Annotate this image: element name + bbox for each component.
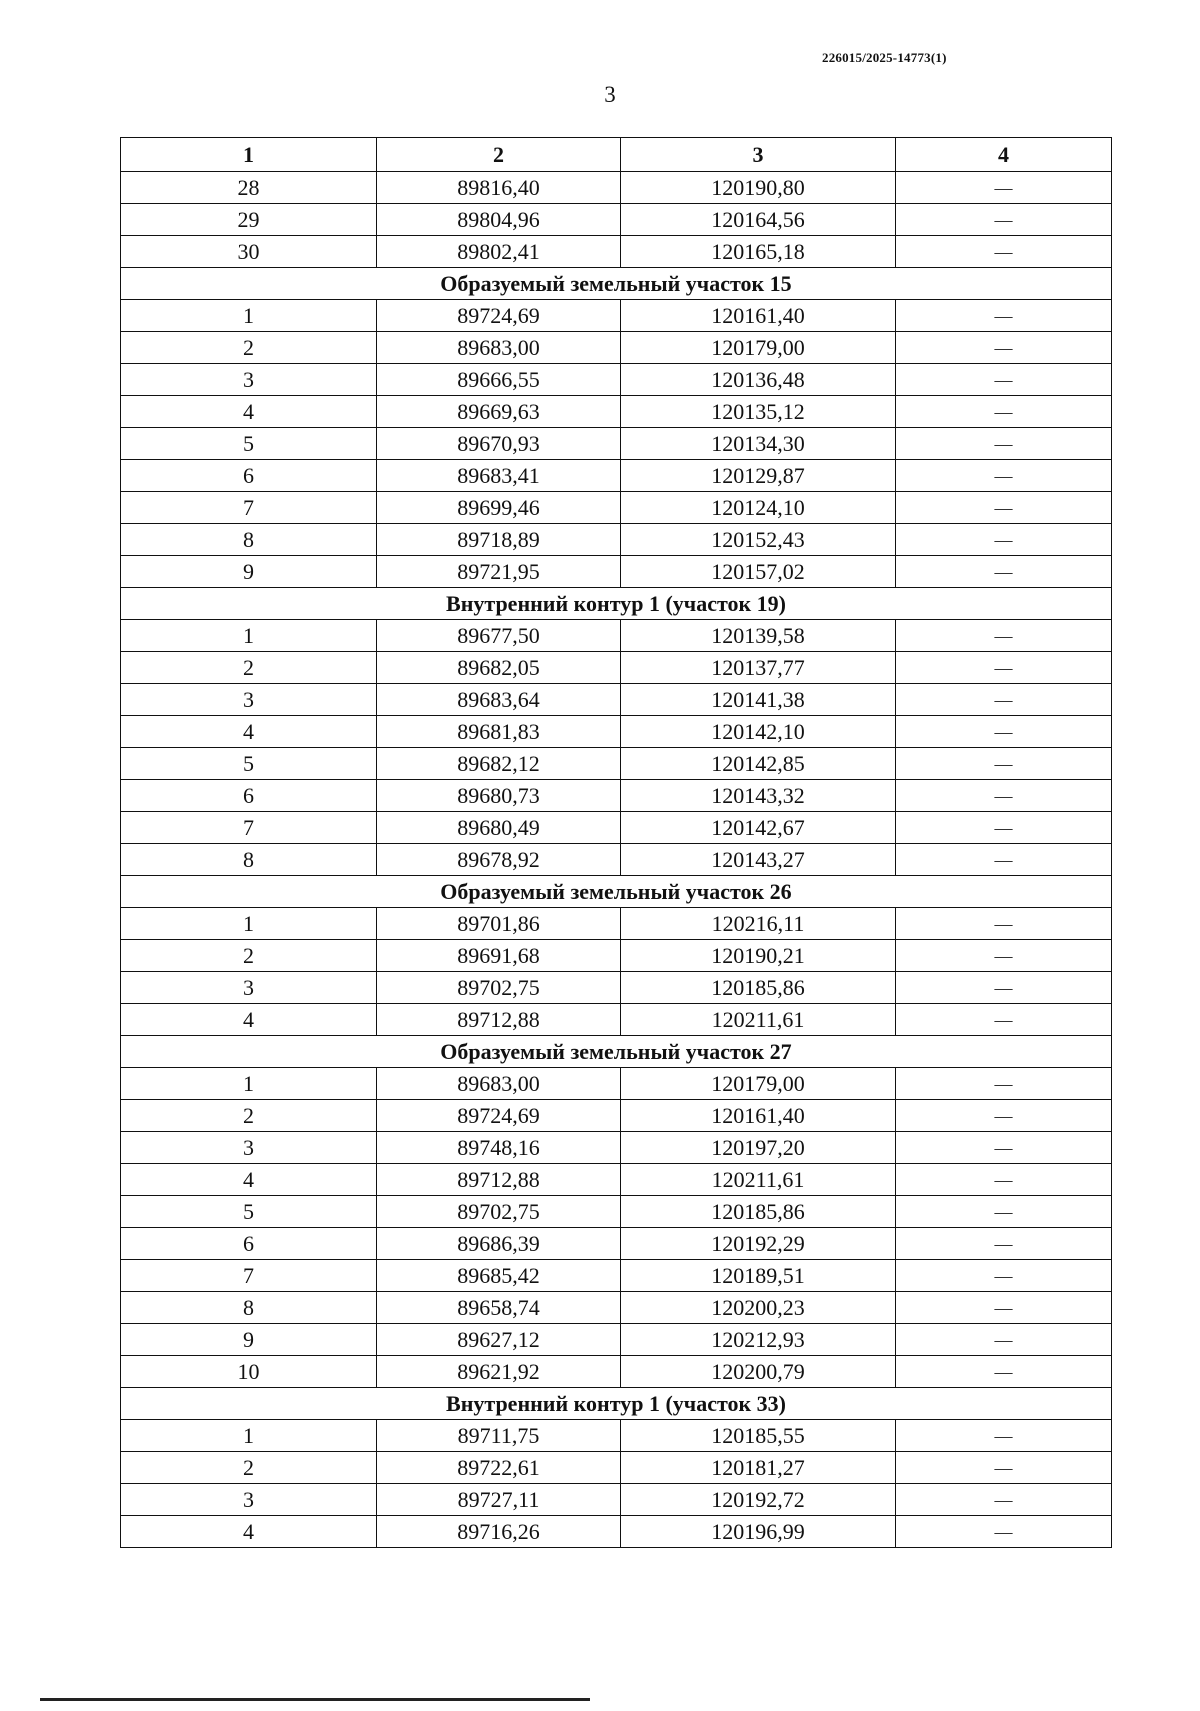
point-number-cell: 8 <box>121 524 377 556</box>
point-number-cell: 29 <box>121 204 377 236</box>
table-row <box>121 396 1112 428</box>
point-number-cell: 6 <box>121 460 377 492</box>
note-cell: — <box>896 1484 1112 1516</box>
y-coordinate-cell: 120211,61 <box>621 1164 896 1196</box>
section-title: Образуемый земельный участок 26 <box>121 876 1112 908</box>
x-coordinate-cell: 89804,96 <box>377 204 621 236</box>
point-number-cell: 4 <box>121 1004 377 1036</box>
table-row <box>121 1356 1112 1388</box>
y-coordinate-cell: 120134,30 <box>621 428 896 460</box>
y-coordinate-cell: 120165,18 <box>621 236 896 268</box>
y-coordinate-cell: 120143,27 <box>621 844 896 876</box>
note-cell: — <box>896 524 1112 556</box>
y-coordinate-cell: 120185,86 <box>621 1196 896 1228</box>
point-number-cell: 5 <box>121 1196 377 1228</box>
note-cell: — <box>896 716 1112 748</box>
table-row <box>121 940 1112 972</box>
note-cell: — <box>896 364 1112 396</box>
x-coordinate-cell: 89724,69 <box>377 300 621 332</box>
note-cell: — <box>896 780 1112 812</box>
x-coordinate-cell: 89680,73 <box>377 780 621 812</box>
table-row <box>121 748 1112 780</box>
table-row <box>121 780 1112 812</box>
x-coordinate-cell: 89627,12 <box>377 1324 621 1356</box>
point-number-cell: 3 <box>121 364 377 396</box>
table-row <box>121 620 1112 652</box>
table-row <box>121 1260 1112 1292</box>
point-number-cell: 4 <box>121 716 377 748</box>
column-header-4: 4 <box>896 138 1112 172</box>
note-cell: — <box>896 300 1112 332</box>
x-coordinate-cell: 89669,63 <box>377 396 621 428</box>
y-coordinate-cell: 120135,12 <box>621 396 896 428</box>
note-cell: — <box>896 1260 1112 1292</box>
x-coordinate-cell: 89678,92 <box>377 844 621 876</box>
y-coordinate-cell: 120181,27 <box>621 1452 896 1484</box>
table-row <box>121 716 1112 748</box>
point-number-cell: 8 <box>121 1292 377 1324</box>
note-cell: — <box>896 492 1112 524</box>
note-cell: — <box>896 1356 1112 1388</box>
table-row <box>121 972 1112 1004</box>
note-cell: — <box>896 204 1112 236</box>
x-coordinate-cell: 89680,49 <box>377 812 621 844</box>
note-cell: — <box>896 684 1112 716</box>
y-coordinate-cell: 120192,72 <box>621 1484 896 1516</box>
note-cell: — <box>896 460 1112 492</box>
note-cell: — <box>896 1324 1112 1356</box>
point-number-cell: 7 <box>121 492 377 524</box>
section-row <box>121 1388 1112 1420</box>
note-cell: — <box>896 1068 1112 1100</box>
point-number-cell: 10 <box>121 1356 377 1388</box>
x-coordinate-cell: 89685,42 <box>377 1260 621 1292</box>
y-coordinate-cell: 120185,86 <box>621 972 896 1004</box>
y-coordinate-cell: 120124,10 <box>621 492 896 524</box>
x-coordinate-cell: 89658,74 <box>377 1292 621 1324</box>
y-coordinate-cell: 120190,80 <box>621 172 896 204</box>
table-row <box>121 812 1112 844</box>
table-body <box>121 172 1112 1548</box>
table-row <box>121 1228 1112 1260</box>
point-number-cell: 1 <box>121 1420 377 1452</box>
note-cell: — <box>896 332 1112 364</box>
x-coordinate-cell: 89718,89 <box>377 524 621 556</box>
coordinates-table <box>120 137 1112 1548</box>
table-row <box>121 460 1112 492</box>
note-cell: — <box>896 1132 1112 1164</box>
point-number-cell: 1 <box>121 620 377 652</box>
x-coordinate-cell: 89722,61 <box>377 1452 621 1484</box>
section-row <box>121 876 1112 908</box>
y-coordinate-cell: 120143,32 <box>621 780 896 812</box>
x-coordinate-cell: 89666,55 <box>377 364 621 396</box>
section-title: Внутренний контур 1 (участок 19) <box>121 588 1112 620</box>
note-cell: — <box>896 1516 1112 1548</box>
x-coordinate-cell: 89683,00 <box>377 1068 621 1100</box>
note-cell: — <box>896 748 1112 780</box>
y-coordinate-cell: 120142,67 <box>621 812 896 844</box>
x-coordinate-cell: 89677,50 <box>377 620 621 652</box>
point-number-cell: 3 <box>121 684 377 716</box>
x-coordinate-cell: 89701,86 <box>377 908 621 940</box>
point-number-cell: 5 <box>121 428 377 460</box>
x-coordinate-cell: 89711,75 <box>377 1420 621 1452</box>
point-number-cell: 7 <box>121 812 377 844</box>
table-row <box>121 492 1112 524</box>
note-cell: — <box>896 1164 1112 1196</box>
table-row <box>121 204 1112 236</box>
y-coordinate-cell: 120196,99 <box>621 1516 896 1548</box>
point-number-cell: 3 <box>121 1484 377 1516</box>
x-coordinate-cell: 89691,68 <box>377 940 621 972</box>
note-cell: — <box>896 620 1112 652</box>
note-cell: — <box>896 1420 1112 1452</box>
note-cell: — <box>896 1100 1112 1132</box>
x-coordinate-cell: 89683,00 <box>377 332 621 364</box>
note-cell: — <box>896 236 1112 268</box>
point-number-cell: 8 <box>121 844 377 876</box>
point-number-cell: 4 <box>121 1164 377 1196</box>
y-coordinate-cell: 120179,00 <box>621 1068 896 1100</box>
y-coordinate-cell: 120197,20 <box>621 1132 896 1164</box>
table-row <box>121 1420 1112 1452</box>
y-coordinate-cell: 120212,93 <box>621 1324 896 1356</box>
point-number-cell: 2 <box>121 940 377 972</box>
y-coordinate-cell: 120179,00 <box>621 332 896 364</box>
table-row <box>121 172 1112 204</box>
section-title: Образуемый земельный участок 27 <box>121 1036 1112 1068</box>
x-coordinate-cell: 89727,11 <box>377 1484 621 1516</box>
point-number-cell: 28 <box>121 172 377 204</box>
bottom-rule <box>40 1698 590 1701</box>
x-coordinate-cell: 89683,41 <box>377 460 621 492</box>
x-coordinate-cell: 89686,39 <box>377 1228 621 1260</box>
table-row <box>121 428 1112 460</box>
table-header <box>121 138 1112 172</box>
table-row <box>121 364 1112 396</box>
table-row <box>121 1516 1112 1548</box>
point-number-cell: 3 <box>121 972 377 1004</box>
point-number-cell: 3 <box>121 1132 377 1164</box>
note-cell: — <box>896 172 1112 204</box>
point-number-cell: 2 <box>121 1100 377 1132</box>
point-number-cell: 4 <box>121 396 377 428</box>
note-cell: — <box>896 556 1112 588</box>
point-number-cell: 2 <box>121 332 377 364</box>
y-coordinate-cell: 120142,10 <box>621 716 896 748</box>
table-row <box>121 908 1112 940</box>
table-row <box>121 1004 1112 1036</box>
note-cell: — <box>896 428 1112 460</box>
table-row <box>121 1324 1112 1356</box>
note-cell: — <box>896 940 1112 972</box>
x-coordinate-cell: 89699,46 <box>377 492 621 524</box>
point-number-cell: 5 <box>121 748 377 780</box>
y-coordinate-cell: 120192,29 <box>621 1228 896 1260</box>
note-cell: — <box>896 652 1112 684</box>
column-header-2: 2 <box>377 138 621 172</box>
point-number-cell: 9 <box>121 1324 377 1356</box>
table-row <box>121 1292 1112 1324</box>
x-coordinate-cell: 89702,75 <box>377 1196 621 1228</box>
point-number-cell: 6 <box>121 1228 377 1260</box>
table-row <box>121 524 1112 556</box>
point-number-cell: 2 <box>121 1452 377 1484</box>
x-coordinate-cell: 89682,12 <box>377 748 621 780</box>
x-coordinate-cell: 89683,64 <box>377 684 621 716</box>
x-coordinate-cell: 89716,26 <box>377 1516 621 1548</box>
y-coordinate-cell: 120141,38 <box>621 684 896 716</box>
point-number-cell: 1 <box>121 1068 377 1100</box>
table-row <box>121 300 1112 332</box>
y-coordinate-cell: 120142,85 <box>621 748 896 780</box>
note-cell: — <box>896 908 1112 940</box>
page-number: 3 <box>604 82 616 107</box>
x-coordinate-cell: 89724,69 <box>377 1100 621 1132</box>
table-row <box>121 332 1112 364</box>
point-number-cell: 4 <box>121 1516 377 1548</box>
header-row <box>121 138 1112 172</box>
y-coordinate-cell: 120216,11 <box>621 908 896 940</box>
y-coordinate-cell: 120152,43 <box>621 524 896 556</box>
x-coordinate-cell: 89802,41 <box>377 236 621 268</box>
y-coordinate-cell: 120136,48 <box>621 364 896 396</box>
x-coordinate-cell: 89681,83 <box>377 716 621 748</box>
table-row <box>121 652 1112 684</box>
y-coordinate-cell: 120200,23 <box>621 1292 896 1324</box>
point-number-cell: 7 <box>121 1260 377 1292</box>
y-coordinate-cell: 120211,61 <box>621 1004 896 1036</box>
table-row <box>121 556 1112 588</box>
table-row <box>121 1100 1112 1132</box>
table-row <box>121 844 1112 876</box>
document-number: 226015/2025-14773(1) <box>822 50 947 65</box>
x-coordinate-cell: 89712,88 <box>377 1004 621 1036</box>
note-cell: — <box>896 396 1112 428</box>
note-cell: — <box>896 972 1112 1004</box>
note-cell: — <box>896 1292 1112 1324</box>
table-row <box>121 1196 1112 1228</box>
x-coordinate-cell: 89748,16 <box>377 1132 621 1164</box>
column-header-1: 1 <box>121 138 377 172</box>
y-coordinate-cell: 120190,21 <box>621 940 896 972</box>
point-number-cell: 1 <box>121 300 377 332</box>
note-cell: — <box>896 1452 1112 1484</box>
point-number-cell: 6 <box>121 780 377 812</box>
y-coordinate-cell: 120139,58 <box>621 620 896 652</box>
note-cell: — <box>896 1004 1112 1036</box>
y-coordinate-cell: 120200,79 <box>621 1356 896 1388</box>
column-header-3: 3 <box>621 138 896 172</box>
table-row <box>121 1132 1112 1164</box>
point-number-cell: 9 <box>121 556 377 588</box>
table-row <box>121 236 1112 268</box>
y-coordinate-cell: 120137,77 <box>621 652 896 684</box>
section-row <box>121 1036 1112 1068</box>
x-coordinate-cell: 89816,40 <box>377 172 621 204</box>
table-row <box>121 1068 1112 1100</box>
point-number-cell: 30 <box>121 236 377 268</box>
table-row <box>121 1452 1112 1484</box>
y-coordinate-cell: 120157,02 <box>621 556 896 588</box>
x-coordinate-cell: 89702,75 <box>377 972 621 1004</box>
x-coordinate-cell: 89721,95 <box>377 556 621 588</box>
section-row <box>121 588 1112 620</box>
section-title: Внутренний контур 1 (участок 33) <box>121 1388 1112 1420</box>
note-cell: — <box>896 844 1112 876</box>
x-coordinate-cell: 89621,92 <box>377 1356 621 1388</box>
note-cell: — <box>896 812 1112 844</box>
point-number-cell: 2 <box>121 652 377 684</box>
section-title: Образуемый земельный участок 15 <box>121 268 1112 300</box>
note-cell: — <box>896 1228 1112 1260</box>
y-coordinate-cell: 120161,40 <box>621 1100 896 1132</box>
y-coordinate-cell: 120189,51 <box>621 1260 896 1292</box>
table-row <box>121 1164 1112 1196</box>
note-cell: — <box>896 1196 1112 1228</box>
table-row <box>121 1484 1112 1516</box>
x-coordinate-cell: 89712,88 <box>377 1164 621 1196</box>
y-coordinate-cell: 120161,40 <box>621 300 896 332</box>
section-row <box>121 268 1112 300</box>
y-coordinate-cell: 120185,55 <box>621 1420 896 1452</box>
point-number-cell: 1 <box>121 908 377 940</box>
y-coordinate-cell: 120164,56 <box>621 204 896 236</box>
y-coordinate-cell: 120129,87 <box>621 460 896 492</box>
x-coordinate-cell: 89670,93 <box>377 428 621 460</box>
table-row <box>121 684 1112 716</box>
x-coordinate-cell: 89682,05 <box>377 652 621 684</box>
